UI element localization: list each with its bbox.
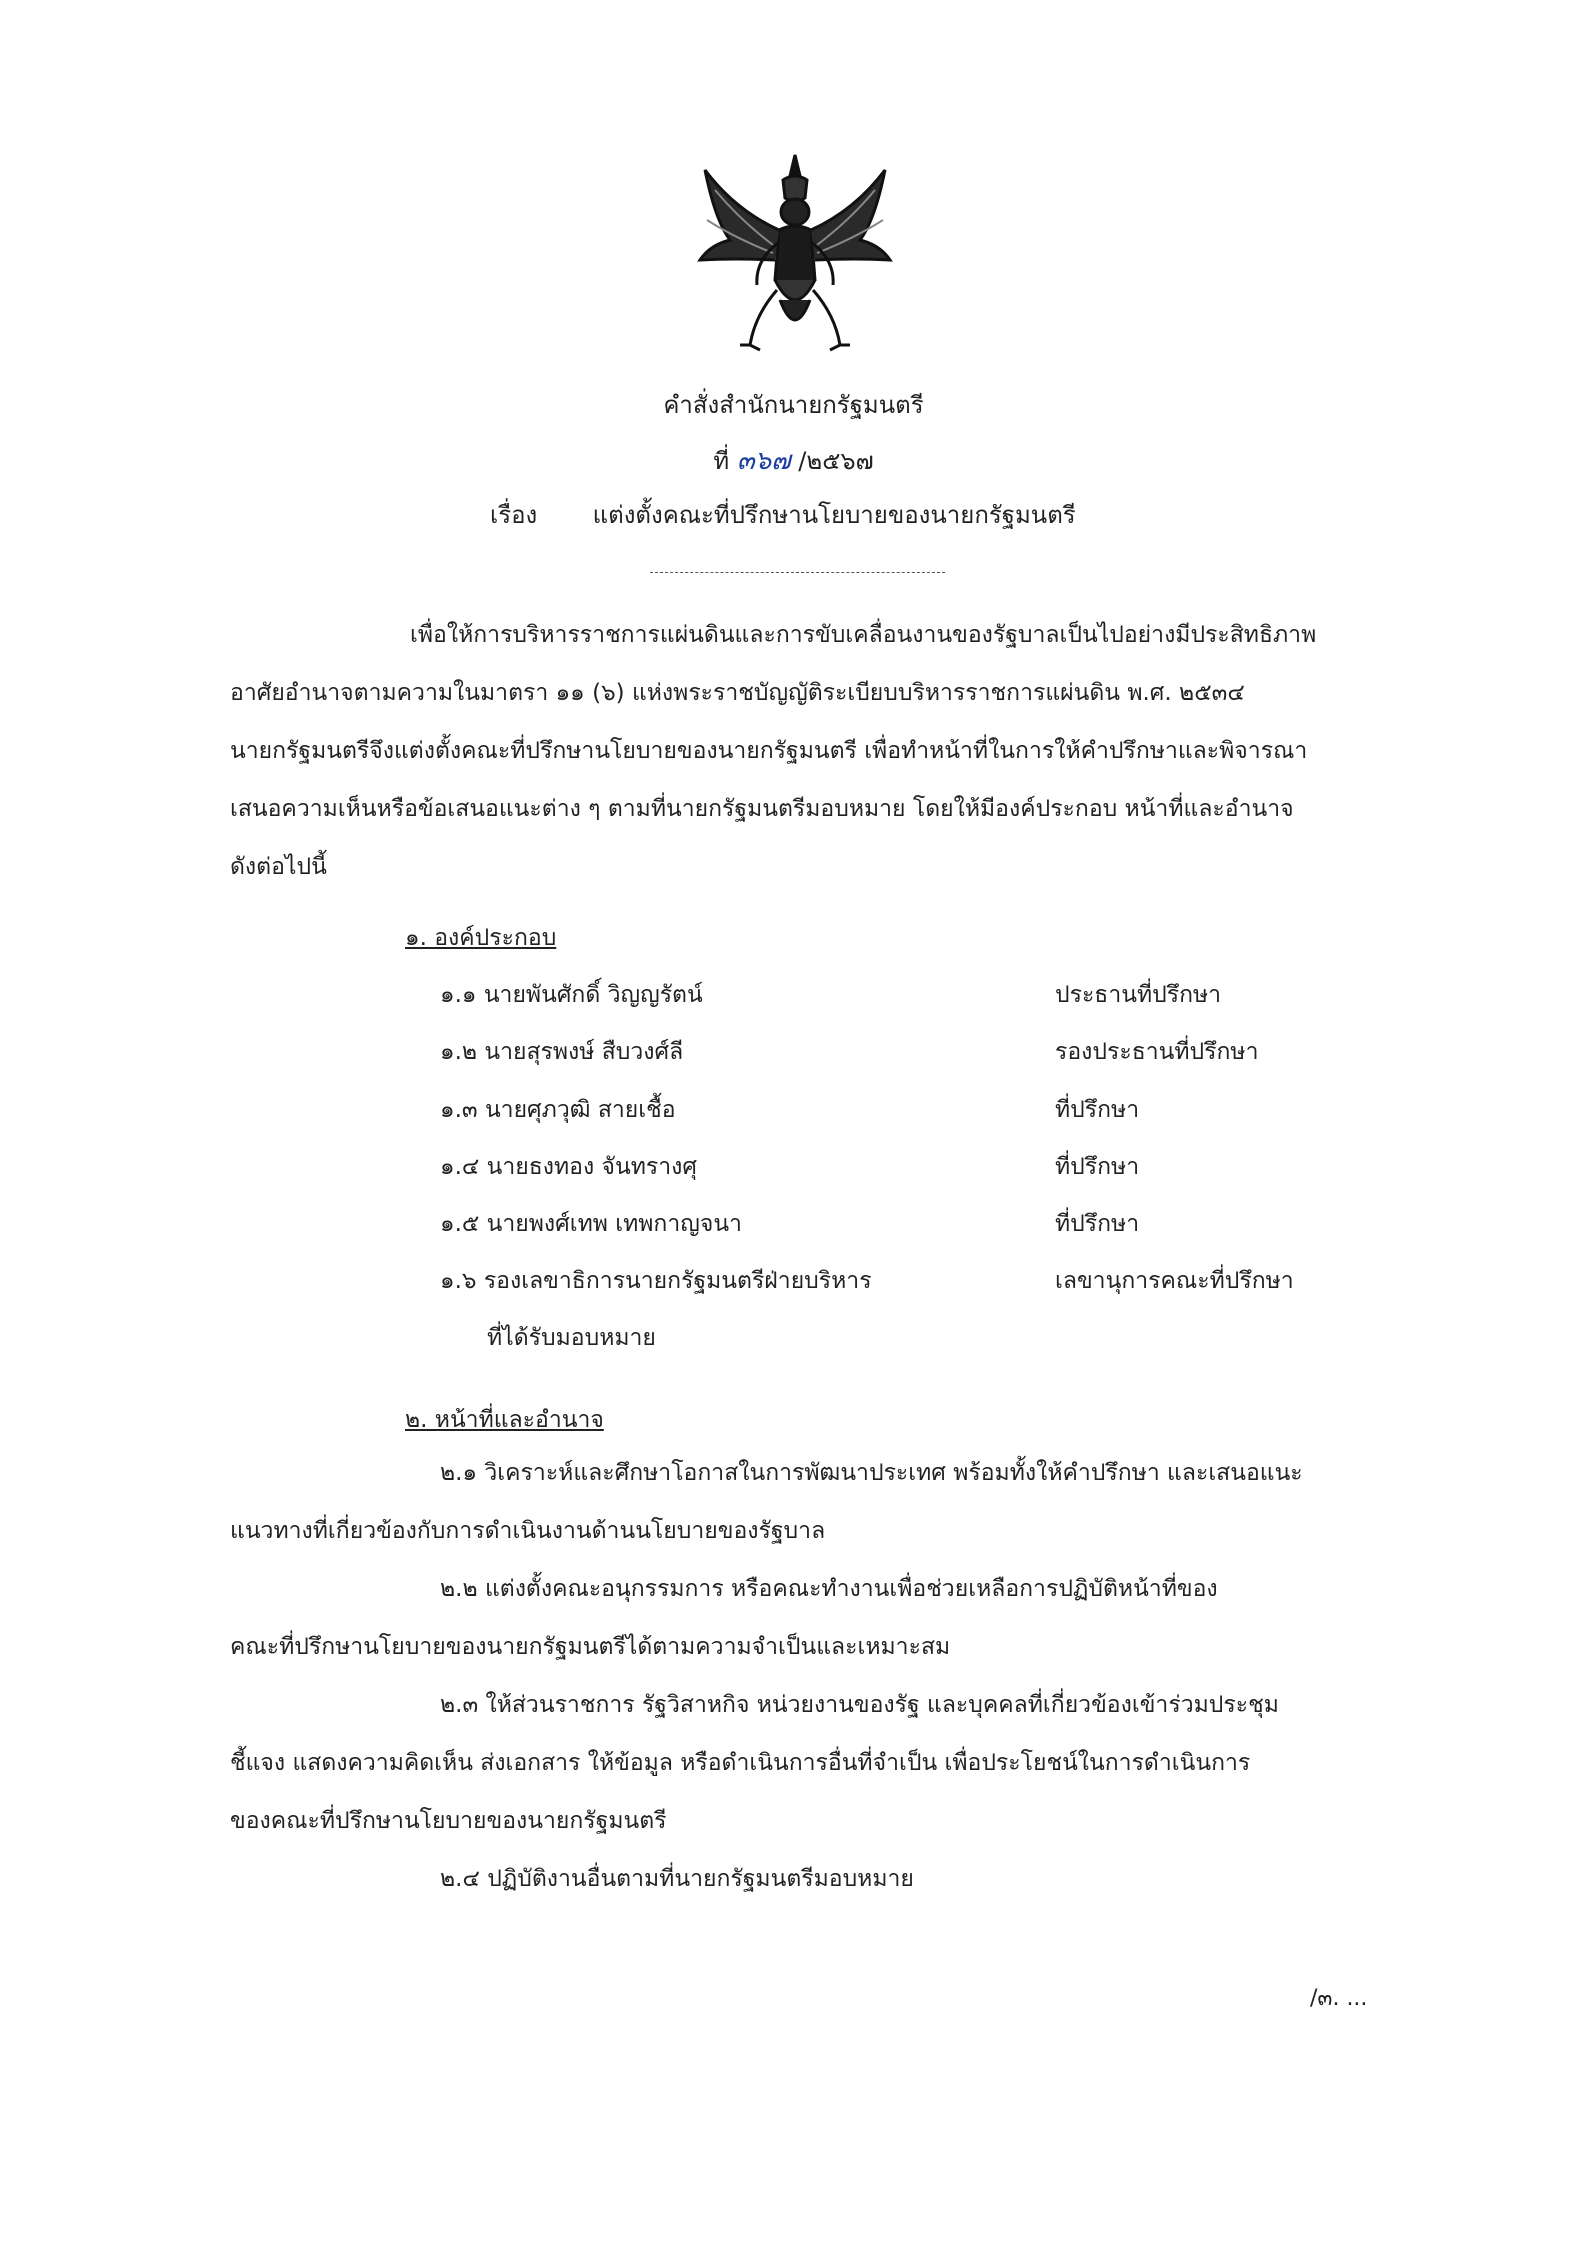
- duty-line: ชี้แจง แสดงความคิดเห็น ส่งเอกสาร ให้ข้อมูล หรือดำเนินการอื่นที่จำเป็น เพื่อประโยชน์ในการดำเนินการ: [230, 1750, 1251, 1776]
- member-role: รองประธานที่ปรึกษา: [1055, 1039, 1259, 1065]
- page-continuation: /๓. ...: [1310, 1986, 1368, 2011]
- intro-line: เสนอความเห็นหรือข้อเสนอแนะต่าง ๆ ตามที่นายกรัฐมนตรีมอบหมาย โดยให้มีองค์ประกอบ หน้าที่และอำนาจ: [230, 796, 1294, 822]
- duty-line: ของคณะที่ปรึกษานโยบายของนายกรัฐมนตรี: [230, 1808, 667, 1834]
- subject-line: [490, 495, 1076, 534]
- subject-text: แต่งตั้งคณะที่ปรึกษานโยบายของนายกรัฐมนตรี: [592, 501, 1076, 529]
- member-role: เลขานุการคณะที่ปรึกษา: [1055, 1268, 1294, 1294]
- duty-line: ๒.๓ ให้ส่วนราชการ รัฐวิสาหกิจ หน่วยงานของรัฐ และบุคคลที่เกี่ยวข้องเข้าร่วมประชุม: [440, 1692, 1279, 1718]
- intro-line: เพื่อให้การบริหารราชการแผ่นดินและการขับเคลื่อนงานของรัฐบาลเป็นไปอย่างมีประสิทธิภาพ: [410, 622, 1317, 648]
- section2-heading: ๒. หน้าที่และอำนาจ: [405, 1407, 604, 1433]
- member-name: ๑.๓ นายศุภวุฒิ สายเชื้อ: [440, 1097, 676, 1123]
- duty-line: ๒.๑ วิเคราะห์และศึกษาโอกาสในการพัฒนาประเทศ พร้อมทั้งให้คำปรึกษา และเสนอแนะ: [440, 1460, 1303, 1486]
- duties-text: [230, 1444, 1365, 1908]
- member-name: ๑.๖ รองเลขาธิการนายกรัฐมนตรีฝ่ายบริหาร: [440, 1268, 872, 1294]
- member-name: ๑.๑ นายพันศักดิ์ วิญญรัตน์: [440, 982, 703, 1008]
- handwritten-number: ๓๖๗: [736, 446, 791, 476]
- divider: [650, 572, 945, 573]
- duty-line: แนวทางที่เกี่ยวข้องกับการดำเนินงานด้านนโยบายของรัฐบาล: [230, 1518, 826, 1544]
- intro-line: อาศัยอำนาจตามความในมาตรา ๑๑ (๖) แห่งพระราชบัญญัติระเบียบบริหารราชการแผ่นดิน พ.ศ. ๒๕๓๔: [230, 680, 1245, 706]
- member-role: ที่ปรึกษา: [1055, 1097, 1140, 1123]
- intro-line: ดังต่อไปนี้: [230, 854, 327, 880]
- member-name: ๑.๕ นายพงศ์เทพ เทพกาญจนา: [440, 1211, 742, 1237]
- order-title: คำสั่งสำนักนายกรัฐมนตรี: [663, 391, 924, 419]
- duty-line: ๒.๔ ปฏิบัติงานอื่นตามที่นายกรัฐมนตรีมอบหมาย: [440, 1866, 914, 1892]
- subject-label: เรื่อง: [490, 501, 538, 529]
- intro-paragraph: [230, 606, 1365, 896]
- member-name-continuation: ที่ได้รับมอบหมาย: [487, 1325, 656, 1351]
- section1-heading: ๑. องค์ประกอบ: [405, 925, 557, 951]
- member-role: ที่ปรึกษา: [1055, 1211, 1140, 1237]
- garuda-emblem-icon: [695, 150, 895, 365]
- member-role: ที่ปรึกษา: [1055, 1154, 1140, 1180]
- member-role: ประธานที่ปรึกษา: [1055, 982, 1222, 1008]
- number-prefix: ที่: [713, 447, 730, 475]
- duty-line: ๒.๒ แต่งตั้งคณะอนุกรรมการ หรือคณะทำงานเพื่อช่วยเหลือการปฏิบัติหน้าที่ของ: [440, 1576, 1218, 1602]
- member-name: ๑.๒ นายสุรพงษ์ สืบวงศ์ลี: [440, 1039, 684, 1065]
- order-number: [0, 440, 1587, 481]
- duty-line: คณะที่ปรึกษานโยบายของนายกรัฐมนตรีได้ตามความจำเป็นและเหมาะสม: [230, 1634, 951, 1660]
- member-name: ๑.๔ นายธงทอง จันทรางศุ: [440, 1154, 697, 1180]
- number-year: /๒๕๖๗: [798, 447, 874, 475]
- intro-line: นายกรัฐมนตรีจึงแต่งตั้งคณะที่ปรึกษานโยบายของนายกรัฐมนตรี เพื่อทำหน้าที่ในการให้คำปรึกษาและพิจารณา: [230, 738, 1308, 764]
